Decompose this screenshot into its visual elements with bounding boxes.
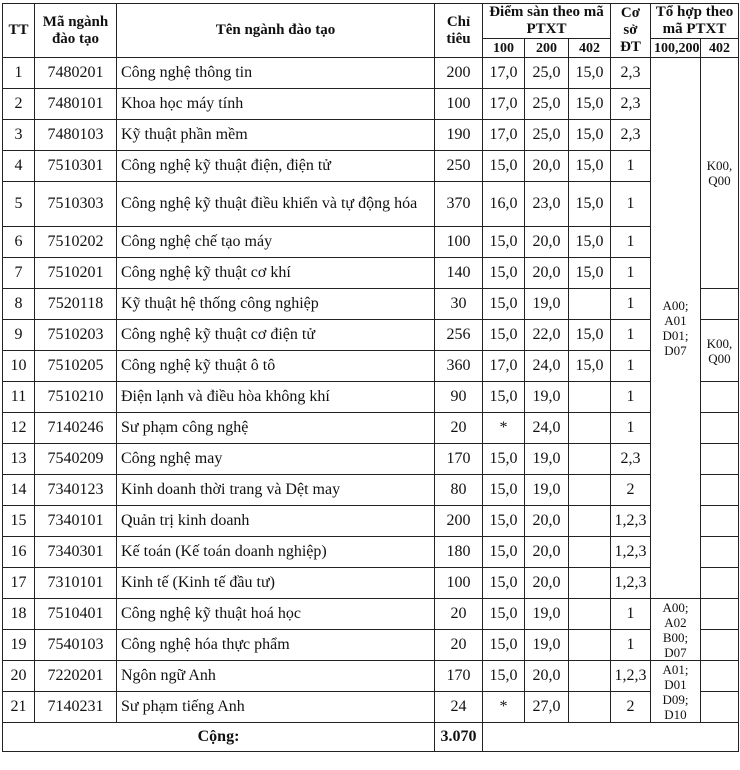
cell-code: 7220201: [35, 661, 117, 692]
cell-name: Kinh tế (Kinh tế đầu tư): [117, 568, 435, 599]
cell-s100: 15,0: [483, 382, 525, 413]
table-row: [3, 444, 739, 475]
cell-quota: 200: [435, 58, 483, 89]
table-row: [3, 89, 739, 120]
cell-name: Công nghệ thông tin: [117, 58, 435, 89]
cell-code: 7510303: [35, 182, 117, 227]
cell-s402: 15,0: [569, 227, 611, 258]
cell-tt: 20: [3, 661, 35, 692]
header-row: [3, 4, 739, 39]
cell-name: Kế toán (Kế toán doanh nghiệp): [117, 537, 435, 568]
cell-s100: 15,0: [483, 630, 525, 661]
table-row: [3, 227, 739, 258]
cell-s200: 20,0: [525, 151, 569, 182]
cell-s100: 15,0: [483, 661, 525, 692]
cell-campus: 1: [611, 351, 651, 382]
cell-s100: 17,0: [483, 120, 525, 151]
cell-combo-402: [701, 506, 739, 537]
table-row: [3, 351, 739, 382]
cell-s200: 19,0: [525, 289, 569, 320]
cell-name: Sư phạm tiếng Anh: [117, 692, 435, 723]
cell-quota: 200: [435, 506, 483, 537]
cell-s200: 20,0: [525, 227, 569, 258]
cell-code: 7510202: [35, 227, 117, 258]
table-body: [3, 58, 739, 723]
cell-s402: 15,0: [569, 120, 611, 151]
table-row: [3, 630, 739, 661]
cell-name: Khoa học máy tính: [117, 89, 435, 120]
cell-combo-402: [701, 630, 739, 661]
cell-combo-402: [701, 537, 739, 568]
cell-s100: 15,0: [483, 227, 525, 258]
table-row: [3, 151, 739, 182]
header-tt: TT: [3, 4, 35, 58]
cell-combo-100-200: A00; A02 B00; D07: [651, 599, 701, 661]
cell-s100: 15,0: [483, 537, 525, 568]
cell-campus: 1,2,3: [611, 661, 651, 692]
cell-code: 7510301: [35, 151, 117, 182]
cell-s100: 15,0: [483, 444, 525, 475]
header-quota: Chỉ tiêu: [435, 4, 483, 58]
cell-s200: 22,0: [525, 320, 569, 351]
cell-tt: 10: [3, 351, 35, 382]
cell-s100: 15,0: [483, 475, 525, 506]
header-c100200: 100,200: [651, 39, 701, 58]
cell-tt: 13: [3, 444, 35, 475]
cell-campus: 2: [611, 475, 651, 506]
cell-s100: 15,0: [483, 320, 525, 351]
table-row: [3, 599, 739, 630]
cell-campus: 2,3: [611, 58, 651, 89]
cell-tt: 19: [3, 630, 35, 661]
cell-name: Công nghệ kỹ thuật điện, điện tử: [117, 151, 435, 182]
cell-combo-402: [701, 661, 739, 692]
cell-quota: 370: [435, 182, 483, 227]
cell-tt: 17: [3, 568, 35, 599]
header-campus: Cơ sở ĐT: [611, 4, 651, 58]
cell-s402: [569, 599, 611, 630]
table-row: [3, 58, 739, 89]
cell-combo-402: [701, 444, 739, 475]
cell-campus: 2: [611, 692, 651, 723]
cell-s100: 16,0: [483, 182, 525, 227]
cell-s100: 17,0: [483, 351, 525, 382]
cell-name: Công nghệ kỹ thuật ô tô: [117, 351, 435, 382]
cell-campus: 1: [611, 320, 651, 351]
cell-name: Ngôn ngữ Anh: [117, 661, 435, 692]
cell-code: 7510201: [35, 258, 117, 289]
cell-code: 7140231: [35, 692, 117, 723]
table-row: [3, 568, 739, 599]
cell-campus: 1: [611, 630, 651, 661]
cell-s100: 15,0: [483, 258, 525, 289]
cell-quota: 20: [435, 413, 483, 444]
cell-s200: 20,0: [525, 661, 569, 692]
cell-s200: 25,0: [525, 120, 569, 151]
table-row: [3, 506, 739, 537]
cell-campus: 1: [611, 258, 651, 289]
cell-s402: [569, 630, 611, 661]
cell-tt: 18: [3, 599, 35, 630]
total-row: [3, 723, 739, 752]
cell-quota: 360: [435, 351, 483, 382]
table-row: [3, 661, 739, 692]
cell-s200: 19,0: [525, 444, 569, 475]
cell-s100: 15,0: [483, 289, 525, 320]
cell-s200: 20,0: [525, 258, 569, 289]
header-code: Mã ngành đào tạo: [35, 4, 117, 58]
cell-quota: 190: [435, 120, 483, 151]
cell-code: 7510205: [35, 351, 117, 382]
cell-s200: 19,0: [525, 630, 569, 661]
cell-campus: 1: [611, 182, 651, 227]
cell-name: Công nghệ hóa thực phẩm: [117, 630, 435, 661]
cell-name: Kinh doanh thời trang và Dệt may: [117, 475, 435, 506]
cell-s100: 15,0: [483, 506, 525, 537]
cell-s402: [569, 661, 611, 692]
cell-tt: 7: [3, 258, 35, 289]
cell-quota: 170: [435, 444, 483, 475]
table-row: [3, 182, 739, 227]
cell-name: Công nghệ may: [117, 444, 435, 475]
total-quota: 3.070: [435, 723, 483, 752]
cell-tt: 14: [3, 475, 35, 506]
cell-s200: 24,0: [525, 351, 569, 382]
cell-s402: 15,0: [569, 182, 611, 227]
cell-quota: 140: [435, 258, 483, 289]
cell-campus: 1,2,3: [611, 506, 651, 537]
cell-quota: 20: [435, 630, 483, 661]
table-row: [3, 475, 739, 506]
cell-tt: 12: [3, 413, 35, 444]
cell-quota: 100: [435, 227, 483, 258]
table-row: [3, 692, 739, 723]
cell-combo-402: [701, 692, 739, 723]
cell-tt: 21: [3, 692, 35, 723]
cell-campus: 1: [611, 382, 651, 413]
cell-tt: 15: [3, 506, 35, 537]
header-c402: 402: [701, 39, 739, 58]
table-row: [3, 120, 739, 151]
cell-quota: 24: [435, 692, 483, 723]
cell-code: 7510210: [35, 382, 117, 413]
cell-code: 7340101: [35, 506, 117, 537]
cell-s200: 19,0: [525, 599, 569, 630]
cell-quota: 250: [435, 151, 483, 182]
table-row: [3, 320, 739, 351]
cell-tt: 4: [3, 151, 35, 182]
cell-code: 7340301: [35, 537, 117, 568]
cell-code: 7510401: [35, 599, 117, 630]
cell-s402: 15,0: [569, 320, 611, 351]
cell-s200: 27,0: [525, 692, 569, 723]
admission-table: [2, 3, 739, 752]
table-row: [3, 382, 739, 413]
cell-s200: 24,0: [525, 413, 569, 444]
cell-s100: *: [483, 413, 525, 444]
cell-quota: 90: [435, 382, 483, 413]
cell-s200: 25,0: [525, 58, 569, 89]
cell-combo-402: [701, 413, 739, 444]
cell-tt: 5: [3, 182, 35, 227]
cell-s200: 20,0: [525, 568, 569, 599]
header-s100: 100: [483, 39, 525, 58]
cell-tt: 9: [3, 320, 35, 351]
cell-code: 7480201: [35, 58, 117, 89]
cell-tt: 2: [3, 89, 35, 120]
cell-code: 7480103: [35, 120, 117, 151]
cell-combo-402: K00, Q00: [701, 320, 739, 382]
cell-code: 7480101: [35, 89, 117, 120]
cell-campus: 1,2,3: [611, 537, 651, 568]
cell-name: Công nghệ kỹ thuật cơ khí: [117, 258, 435, 289]
cell-quota: 100: [435, 89, 483, 120]
header-s200: 200: [525, 39, 569, 58]
cell-s100: 15,0: [483, 599, 525, 630]
cell-tt: 8: [3, 289, 35, 320]
cell-s200: 20,0: [525, 506, 569, 537]
cell-s402: 15,0: [569, 351, 611, 382]
cell-code: 7520118: [35, 289, 117, 320]
cell-name: Sư phạm công nghệ: [117, 413, 435, 444]
cell-combo-402: [701, 289, 739, 320]
cell-campus: 1,2,3: [611, 568, 651, 599]
cell-campus: 2,3: [611, 89, 651, 120]
cell-s100: 17,0: [483, 89, 525, 120]
cell-combo-402: K00, Q00: [701, 58, 739, 289]
cell-s200: 19,0: [525, 475, 569, 506]
header-score-group: Điểm sàn theo mã PTXT: [483, 4, 611, 39]
cell-campus: 1: [611, 413, 651, 444]
cell-s402: [569, 475, 611, 506]
cell-name: Công nghệ kỹ thuật điều khiển và tự động hóa: [117, 182, 435, 227]
table-row: [3, 258, 739, 289]
header-combo-group: Tổ hợp theo mã PTXT: [651, 4, 739, 39]
cell-s402: [569, 537, 611, 568]
cell-tt: 16: [3, 537, 35, 568]
cell-s100: 17,0: [483, 58, 525, 89]
cell-s402: 15,0: [569, 258, 611, 289]
cell-tt: 6: [3, 227, 35, 258]
header-s402: 402: [569, 39, 611, 58]
cell-combo-100-200: A01; D01 D09; D10: [651, 661, 701, 723]
cell-combo-402: [701, 599, 739, 630]
cell-name: Công nghệ chế tạo máy: [117, 227, 435, 258]
cell-s402: 15,0: [569, 89, 611, 120]
cell-combo-402: [701, 568, 739, 599]
cell-name: Quản trị kinh doanh: [117, 506, 435, 537]
cell-name: Điện lạnh và điều hòa không khí: [117, 382, 435, 413]
cell-quota: 20: [435, 599, 483, 630]
table-row: [3, 413, 739, 444]
cell-quota: 180: [435, 537, 483, 568]
cell-campus: 1: [611, 227, 651, 258]
cell-combo-402: [701, 475, 739, 506]
cell-tt: 1: [3, 58, 35, 89]
cell-tt: 11: [3, 382, 35, 413]
cell-campus: 1: [611, 289, 651, 320]
cell-name: Công nghệ kỹ thuật hoá học: [117, 599, 435, 630]
cell-campus: 2,3: [611, 444, 651, 475]
cell-s200: 20,0: [525, 537, 569, 568]
cell-code: 7510203: [35, 320, 117, 351]
cell-quota: 256: [435, 320, 483, 351]
total-empty: [483, 723, 739, 752]
cell-campus: 2,3: [611, 120, 651, 151]
cell-campus: 1: [611, 151, 651, 182]
cell-code: 7540209: [35, 444, 117, 475]
cell-code: 7140246: [35, 413, 117, 444]
cell-s402: [569, 692, 611, 723]
cell-combo-100-200: A00; A01 D01; D07: [651, 58, 701, 599]
cell-s200: 19,0: [525, 382, 569, 413]
cell-quota: 100: [435, 568, 483, 599]
cell-name: Kỹ thuật phần mềm: [117, 120, 435, 151]
cell-s402: [569, 444, 611, 475]
cell-s402: [569, 289, 611, 320]
cell-code: 7310101: [35, 568, 117, 599]
cell-name: Kỹ thuật hệ thống công nghiệp: [117, 289, 435, 320]
cell-quota: 30: [435, 289, 483, 320]
cell-s402: [569, 413, 611, 444]
cell-code: 7340123: [35, 475, 117, 506]
cell-s402: [569, 506, 611, 537]
cell-s100: 15,0: [483, 568, 525, 599]
cell-s200: 23,0: [525, 182, 569, 227]
table-row: [3, 289, 739, 320]
cell-s402: [569, 568, 611, 599]
cell-tt: 3: [3, 120, 35, 151]
cell-s402: 15,0: [569, 58, 611, 89]
cell-s100: *: [483, 692, 525, 723]
cell-s200: 25,0: [525, 89, 569, 120]
cell-code: 7540103: [35, 630, 117, 661]
cell-quota: 170: [435, 661, 483, 692]
cell-quota: 80: [435, 475, 483, 506]
cell-s100: 15,0: [483, 151, 525, 182]
cell-campus: 1: [611, 599, 651, 630]
table-row: [3, 537, 739, 568]
cell-s402: 15,0: [569, 151, 611, 182]
header-name: Tên ngành đào tạo: [117, 4, 435, 58]
cell-name: Công nghệ kỹ thuật cơ điện tử: [117, 320, 435, 351]
total-label: Cộng:: [3, 723, 435, 752]
cell-combo-402: [701, 382, 739, 413]
cell-s402: [569, 382, 611, 413]
